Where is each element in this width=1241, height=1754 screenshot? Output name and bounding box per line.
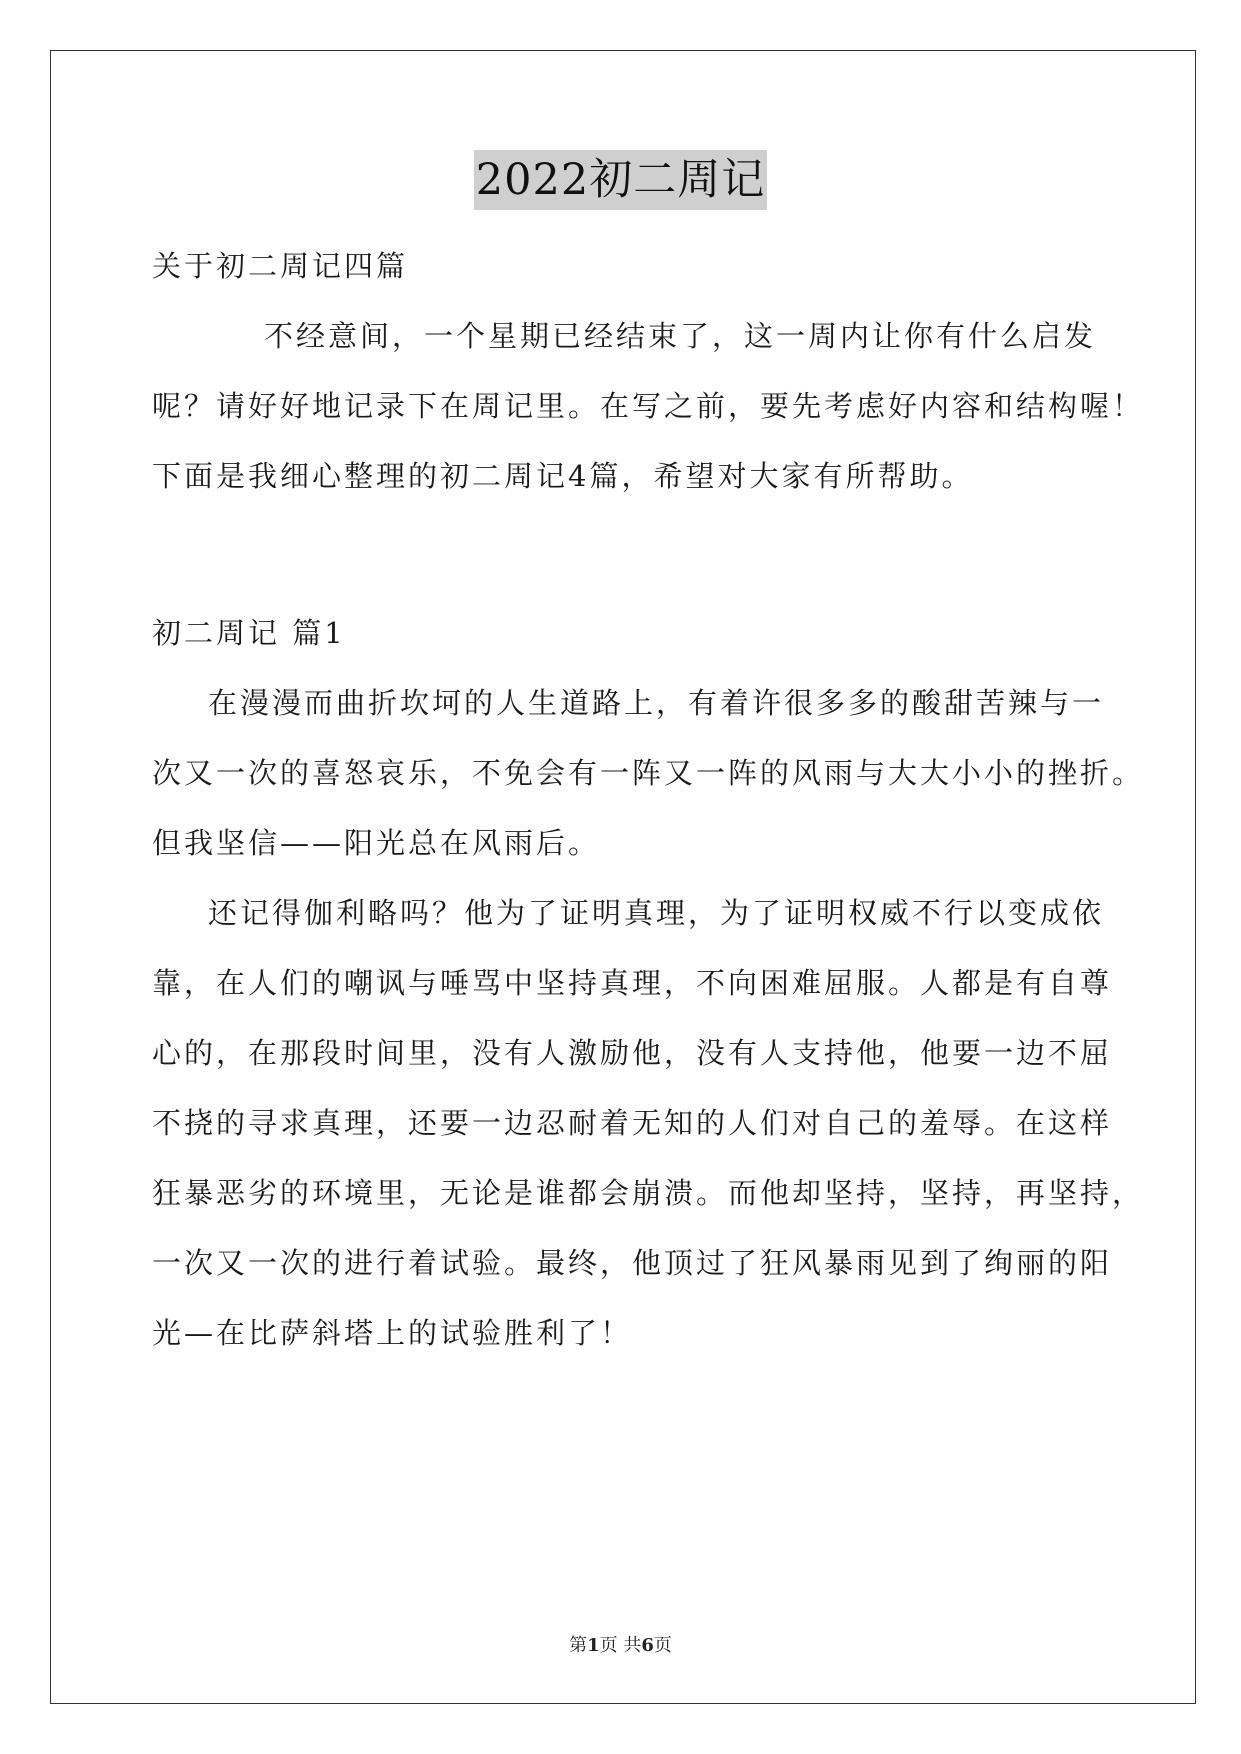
page-footer bbox=[0, 1631, 1241, 1657]
intro-line-1: 不经意间，一个星期已经结束了，这一周内让你有什么启发 bbox=[264, 319, 1097, 353]
body-line-5: 靠，在人们的嘲讽与唾骂中坚持真理，不向困难屈服。人都是有自尊 bbox=[152, 966, 1113, 1000]
body-line-10: 光—在比萨斜塔上的试验胜利了！ bbox=[152, 1316, 633, 1350]
body-line-2: 次又一次的喜怒哀乐，不免会有一阵又一阵的风雨与大大小小的挫折。 bbox=[152, 756, 1145, 790]
document-title bbox=[0, 150, 1241, 210]
body-line-6: 心的，在那段时间里，没有人激励他，没有人支持他，他要一边不屈 bbox=[152, 1036, 1113, 1070]
footer-total-pages: 6 bbox=[641, 1635, 654, 1656]
body-line-4: 还记得伽利略吗？他为了证明真理，为了证明权威不行以变成依 bbox=[208, 896, 1105, 930]
body-line-3: 但我坚信——阳光总在风雨后。 bbox=[152, 826, 601, 860]
page-border bbox=[50, 50, 1196, 1704]
footer-suffix: 页 bbox=[653, 1635, 672, 1656]
body-line-9: 一次又一次的进行着试验。最终，他顶过了狂风暴雨见到了绚丽的阳 bbox=[152, 1246, 1113, 1280]
footer-mid: 页 共 bbox=[599, 1635, 642, 1656]
body-line-7: 不挠的寻求真理，还要一边忍耐着无知的人们对自己的羞辱。在这样 bbox=[152, 1106, 1113, 1140]
document-title-text: 2022初二周记 bbox=[474, 150, 767, 210]
body-line-8: 狂暴恶劣的环境里，无论是谁都会崩溃。而他却坚持，坚持，再坚持， bbox=[152, 1176, 1145, 1210]
intro-line-3: 下面是我细心整理的初二周记4篇，希望对大家有所帮助。 bbox=[152, 459, 974, 493]
section-heading: 初二周记 篇1 bbox=[152, 616, 346, 650]
body-line-1: 在漫漫而曲折坎坷的人生道路上，有着许很多多的酸甜苦辣与一 bbox=[208, 686, 1105, 720]
intro-line-2: 呢？请好好地记录下在周记里。在写之前，要先考虑好内容和结构喔！ bbox=[152, 389, 1145, 423]
subtitle-line: 关于初二周记四篇 bbox=[152, 249, 409, 283]
footer-prefix: 第 bbox=[569, 1635, 588, 1656]
footer-current-page: 1 bbox=[587, 1635, 600, 1656]
